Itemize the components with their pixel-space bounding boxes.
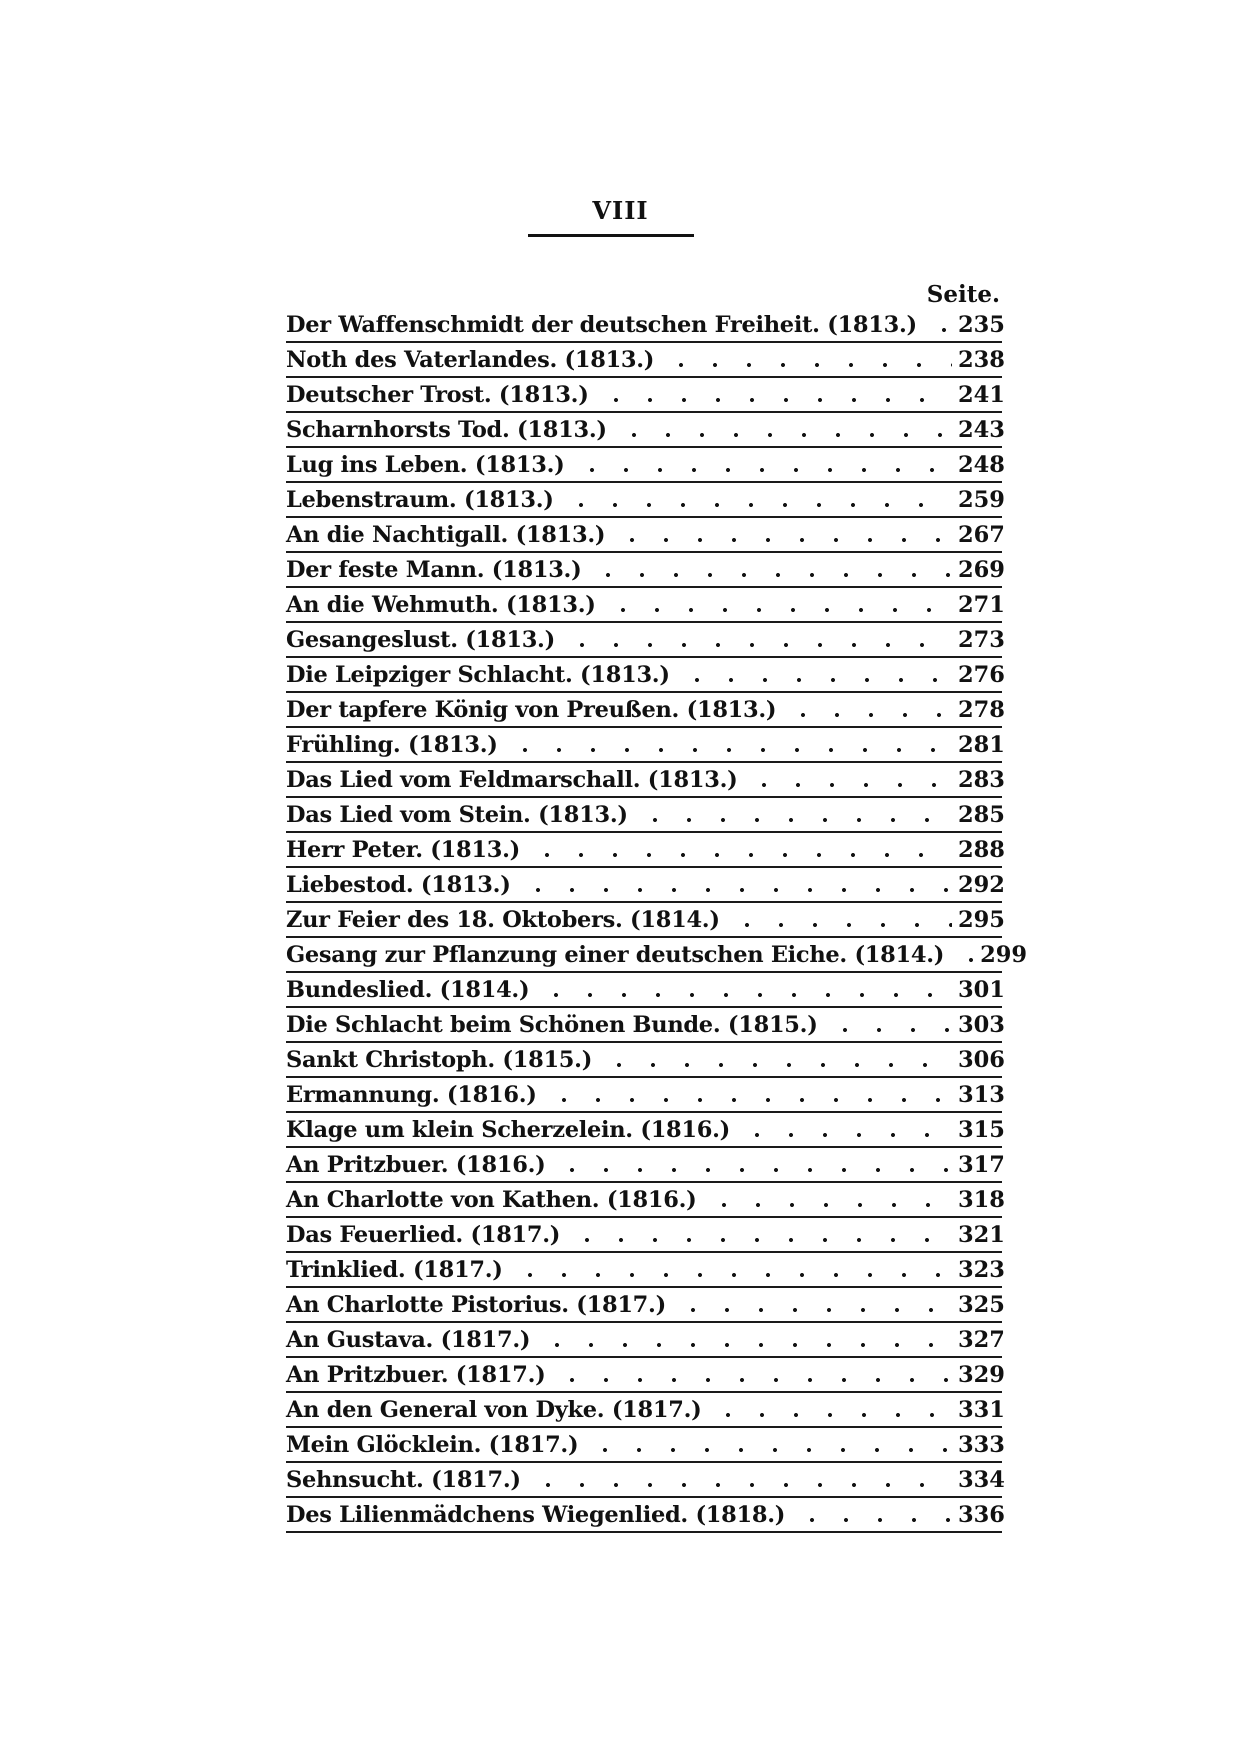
toc-entry-page-number: 329 — [958, 1362, 1005, 1388]
toc-entry-title: An Gustava. (1817.) — [286, 1327, 531, 1353]
toc-entry-page-number: 336 — [958, 1502, 1005, 1528]
toc-entry-title: Der tapfere König von Preußen. (1813.) — [286, 697, 777, 723]
toc-entry-title: Noth des Vaterlandes. (1813.) — [286, 347, 655, 373]
toc-entry — [286, 1358, 1005, 1393]
toc-entry-title: Lug ins Leben. (1813.) — [286, 452, 565, 478]
dot-leader — [795, 1518, 952, 1522]
toc-entry — [286, 1253, 1005, 1288]
dot-leader — [786, 713, 952, 717]
toc-entry — [286, 903, 1005, 938]
toc-entry — [286, 763, 1005, 798]
toc-entry-page-number: 331 — [958, 1397, 1005, 1423]
toc-entry-title: Das Lied vom Feldmarschall. (1813.) — [286, 767, 738, 793]
dot-leader — [664, 363, 952, 367]
toc-entry-title: Klage um klein Scherzelein. (1816.) — [286, 1117, 731, 1143]
dot-leader — [539, 993, 952, 997]
toc-entry-title: An Pritzbuer. (1816.) — [286, 1152, 546, 1178]
toc-entry-title: Das Lied vom Stein. (1813.) — [286, 802, 628, 828]
toc-entry — [286, 588, 1005, 623]
toc-entry-page-number: 295 — [958, 907, 1005, 933]
toc-entry — [286, 1288, 1005, 1323]
dot-leader — [954, 958, 974, 962]
dot-leader — [555, 1378, 952, 1382]
toc-entry-title: Gesangeslust. (1813.) — [286, 627, 555, 653]
toc-entry — [286, 728, 1005, 763]
toc-entry-title: Das Feuerlied. (1817.) — [286, 1222, 561, 1248]
dot-leader — [828, 1028, 952, 1032]
toc-entry — [286, 518, 1005, 553]
toc-entry — [286, 1393, 1005, 1428]
dot-leader — [617, 433, 952, 437]
toc-entry-page-number: 276 — [958, 662, 1005, 688]
toc-entry-page-number: 333 — [958, 1432, 1005, 1458]
toc-entry-page-number: 299 — [980, 942, 1028, 968]
toc-entry-title: Liebestod. (1813.) — [286, 872, 511, 898]
toc-entry-title: Scharnhorsts Tod. (1813.) — [286, 417, 607, 443]
dot-leader — [521, 888, 952, 892]
dot-leader — [564, 503, 952, 507]
dot-leader — [508, 748, 952, 752]
dot-leader — [606, 608, 952, 612]
toc-entry — [286, 343, 1005, 378]
toc-entry-title: Frühling. (1813.) — [286, 732, 498, 758]
toc-entry — [286, 378, 1005, 413]
page-column-header: Seite. — [926, 281, 1000, 308]
toc-entry-page-number: 288 — [958, 837, 1005, 863]
toc-entry — [286, 833, 1005, 868]
toc-entry-page-number: 283 — [958, 767, 1005, 793]
toc-entry-title: An Charlotte Pistorius. (1817.) — [286, 1292, 666, 1318]
toc-entry-title: Lebenstraum. (1813.) — [286, 487, 554, 513]
toc-entry-title: Die Leipziger Schlacht. (1813.) — [286, 662, 670, 688]
dot-leader — [730, 923, 952, 927]
dot-leader — [747, 783, 952, 787]
dot-leader — [565, 643, 952, 647]
toc-entry-title: An den General von Dyke. (1817.) — [286, 1397, 702, 1423]
toc-entry-title: Zur Feier des 18. Oktobers. (1814.) — [286, 907, 720, 933]
toc-entry — [286, 413, 1005, 448]
dot-leader — [740, 1133, 952, 1137]
page-number: VIII — [592, 196, 649, 225]
toc-entry-title: Herr Peter. (1813.) — [286, 837, 520, 863]
toc-entry-page-number: 248 — [958, 452, 1005, 478]
toc-entry-page-number: 267 — [958, 522, 1005, 548]
toc-entries-list — [286, 308, 1028, 1533]
toc-entry — [286, 553, 1005, 588]
toc-entry — [286, 868, 1005, 903]
toc-entry — [286, 1218, 1005, 1253]
toc-entry — [286, 1183, 1005, 1218]
dot-leader — [602, 1063, 952, 1067]
toc-entry — [286, 938, 1028, 973]
toc-entry-page-number: 334 — [958, 1467, 1005, 1493]
toc-entry-title: An Charlotte von Kathen. (1816.) — [286, 1187, 697, 1213]
toc-entry-title: Mein Glöcklein. (1817.) — [286, 1432, 579, 1458]
toc-entry — [286, 1428, 1005, 1463]
toc-entry-page-number: 278 — [958, 697, 1005, 723]
toc-entry-page-number: 318 — [958, 1187, 1005, 1213]
toc-entry-page-number: 315 — [958, 1117, 1005, 1143]
toc-entry-title: An Pritzbuer. (1817.) — [286, 1362, 546, 1388]
toc-entry-page-number: 301 — [958, 977, 1005, 1003]
toc-entry — [286, 658, 1005, 693]
dot-leader — [591, 573, 952, 577]
toc-entry-title: Des Lilienmädchens Wiegenlied. (1818.) — [286, 1502, 786, 1528]
toc-entry-page-number: 241 — [958, 382, 1005, 408]
dot-leader — [588, 1448, 952, 1452]
toc-entry — [286, 798, 1005, 833]
dot-leader — [599, 398, 952, 402]
toc-entry-page-number: 235 — [958, 312, 1005, 338]
toc-entry-page-number: 273 — [958, 627, 1005, 653]
toc-entry-title: Bundeslied. (1814.) — [286, 977, 530, 1003]
dot-leader — [575, 468, 952, 472]
toc-entry — [286, 1113, 1005, 1148]
toc-entry-page-number: 325 — [958, 1292, 1005, 1318]
toc-entry — [286, 1008, 1005, 1043]
toc-entry-page-number: 317 — [958, 1152, 1005, 1178]
toc-entry — [286, 1498, 1005, 1533]
dot-leader — [927, 328, 952, 332]
toc-entry-page-number: 285 — [958, 802, 1005, 828]
dot-leader — [531, 1483, 952, 1487]
toc-entry — [286, 623, 1005, 658]
toc-entry — [286, 1043, 1005, 1078]
toc-entry — [286, 448, 1005, 483]
toc-entry — [286, 1323, 1005, 1358]
toc-entry-title: An die Nachtigall. (1813.) — [286, 522, 606, 548]
toc-entry-title: An die Wehmuth. (1813.) — [286, 592, 596, 618]
toc-entry-page-number: 321 — [958, 1222, 1005, 1248]
dot-leader — [530, 853, 952, 857]
dot-leader — [711, 1413, 952, 1417]
toc-entry-page-number: 238 — [958, 347, 1005, 373]
dot-leader — [707, 1203, 953, 1207]
toc-entry — [286, 693, 1005, 728]
toc-entry-page-number: 271 — [958, 592, 1005, 618]
toc-entry-title: Sankt Christoph. (1815.) — [286, 1047, 593, 1073]
dot-leader — [615, 538, 952, 542]
dot-leader — [513, 1273, 952, 1277]
toc-entry-title: Der Waffenschmidt der deutschen Freiheit. (1813.) — [286, 312, 917, 338]
toc-entry — [286, 483, 1005, 518]
toc-entry-title: Trinklied. (1817.) — [286, 1257, 503, 1283]
toc-entry-title: Die Schlacht beim Schönen Bunde. (1815.) — [286, 1012, 818, 1038]
dot-leader — [680, 678, 952, 682]
toc-entry-page-number: 323 — [958, 1257, 1005, 1283]
toc-entry-title: Gesang zur Pflanzung einer deutschen Eiche. (1814.) — [286, 942, 945, 968]
toc-entry-page-number: 303 — [958, 1012, 1005, 1038]
toc-entry — [286, 1148, 1005, 1183]
toc-entry-title: Sehnsucht. (1817.) — [286, 1467, 521, 1493]
dot-leader — [570, 1238, 952, 1242]
toc-entry — [286, 1078, 1005, 1113]
toc-entry-title: Ermannung. (1816.) — [286, 1082, 537, 1108]
toc-entry — [286, 973, 1005, 1008]
toc-entry-page-number: 306 — [958, 1047, 1005, 1073]
toc-entry-page-number: 243 — [958, 417, 1005, 443]
toc-entry-page-number: 327 — [958, 1327, 1005, 1353]
table-of-contents — [286, 281, 1028, 1533]
dot-leader — [638, 818, 952, 822]
dot-leader — [540, 1343, 952, 1347]
toc-entry-title: Der feste Mann. (1813.) — [286, 557, 582, 583]
toc-entry-page-number: 292 — [958, 872, 1005, 898]
toc-entry-title: Deutscher Trost. (1813.) — [286, 382, 589, 408]
dot-leader — [555, 1168, 952, 1172]
toc-entry — [286, 308, 1005, 343]
toc-entry-page-number: 281 — [958, 732, 1005, 758]
dot-leader — [547, 1098, 952, 1102]
page-number-underline — [528, 234, 694, 237]
dot-leader — [676, 1308, 952, 1312]
toc-entry — [286, 1463, 1005, 1498]
toc-entry-page-number: 313 — [958, 1082, 1005, 1108]
toc-entry-page-number: 259 — [958, 487, 1005, 513]
toc-entry-page-number: 269 — [958, 557, 1005, 583]
